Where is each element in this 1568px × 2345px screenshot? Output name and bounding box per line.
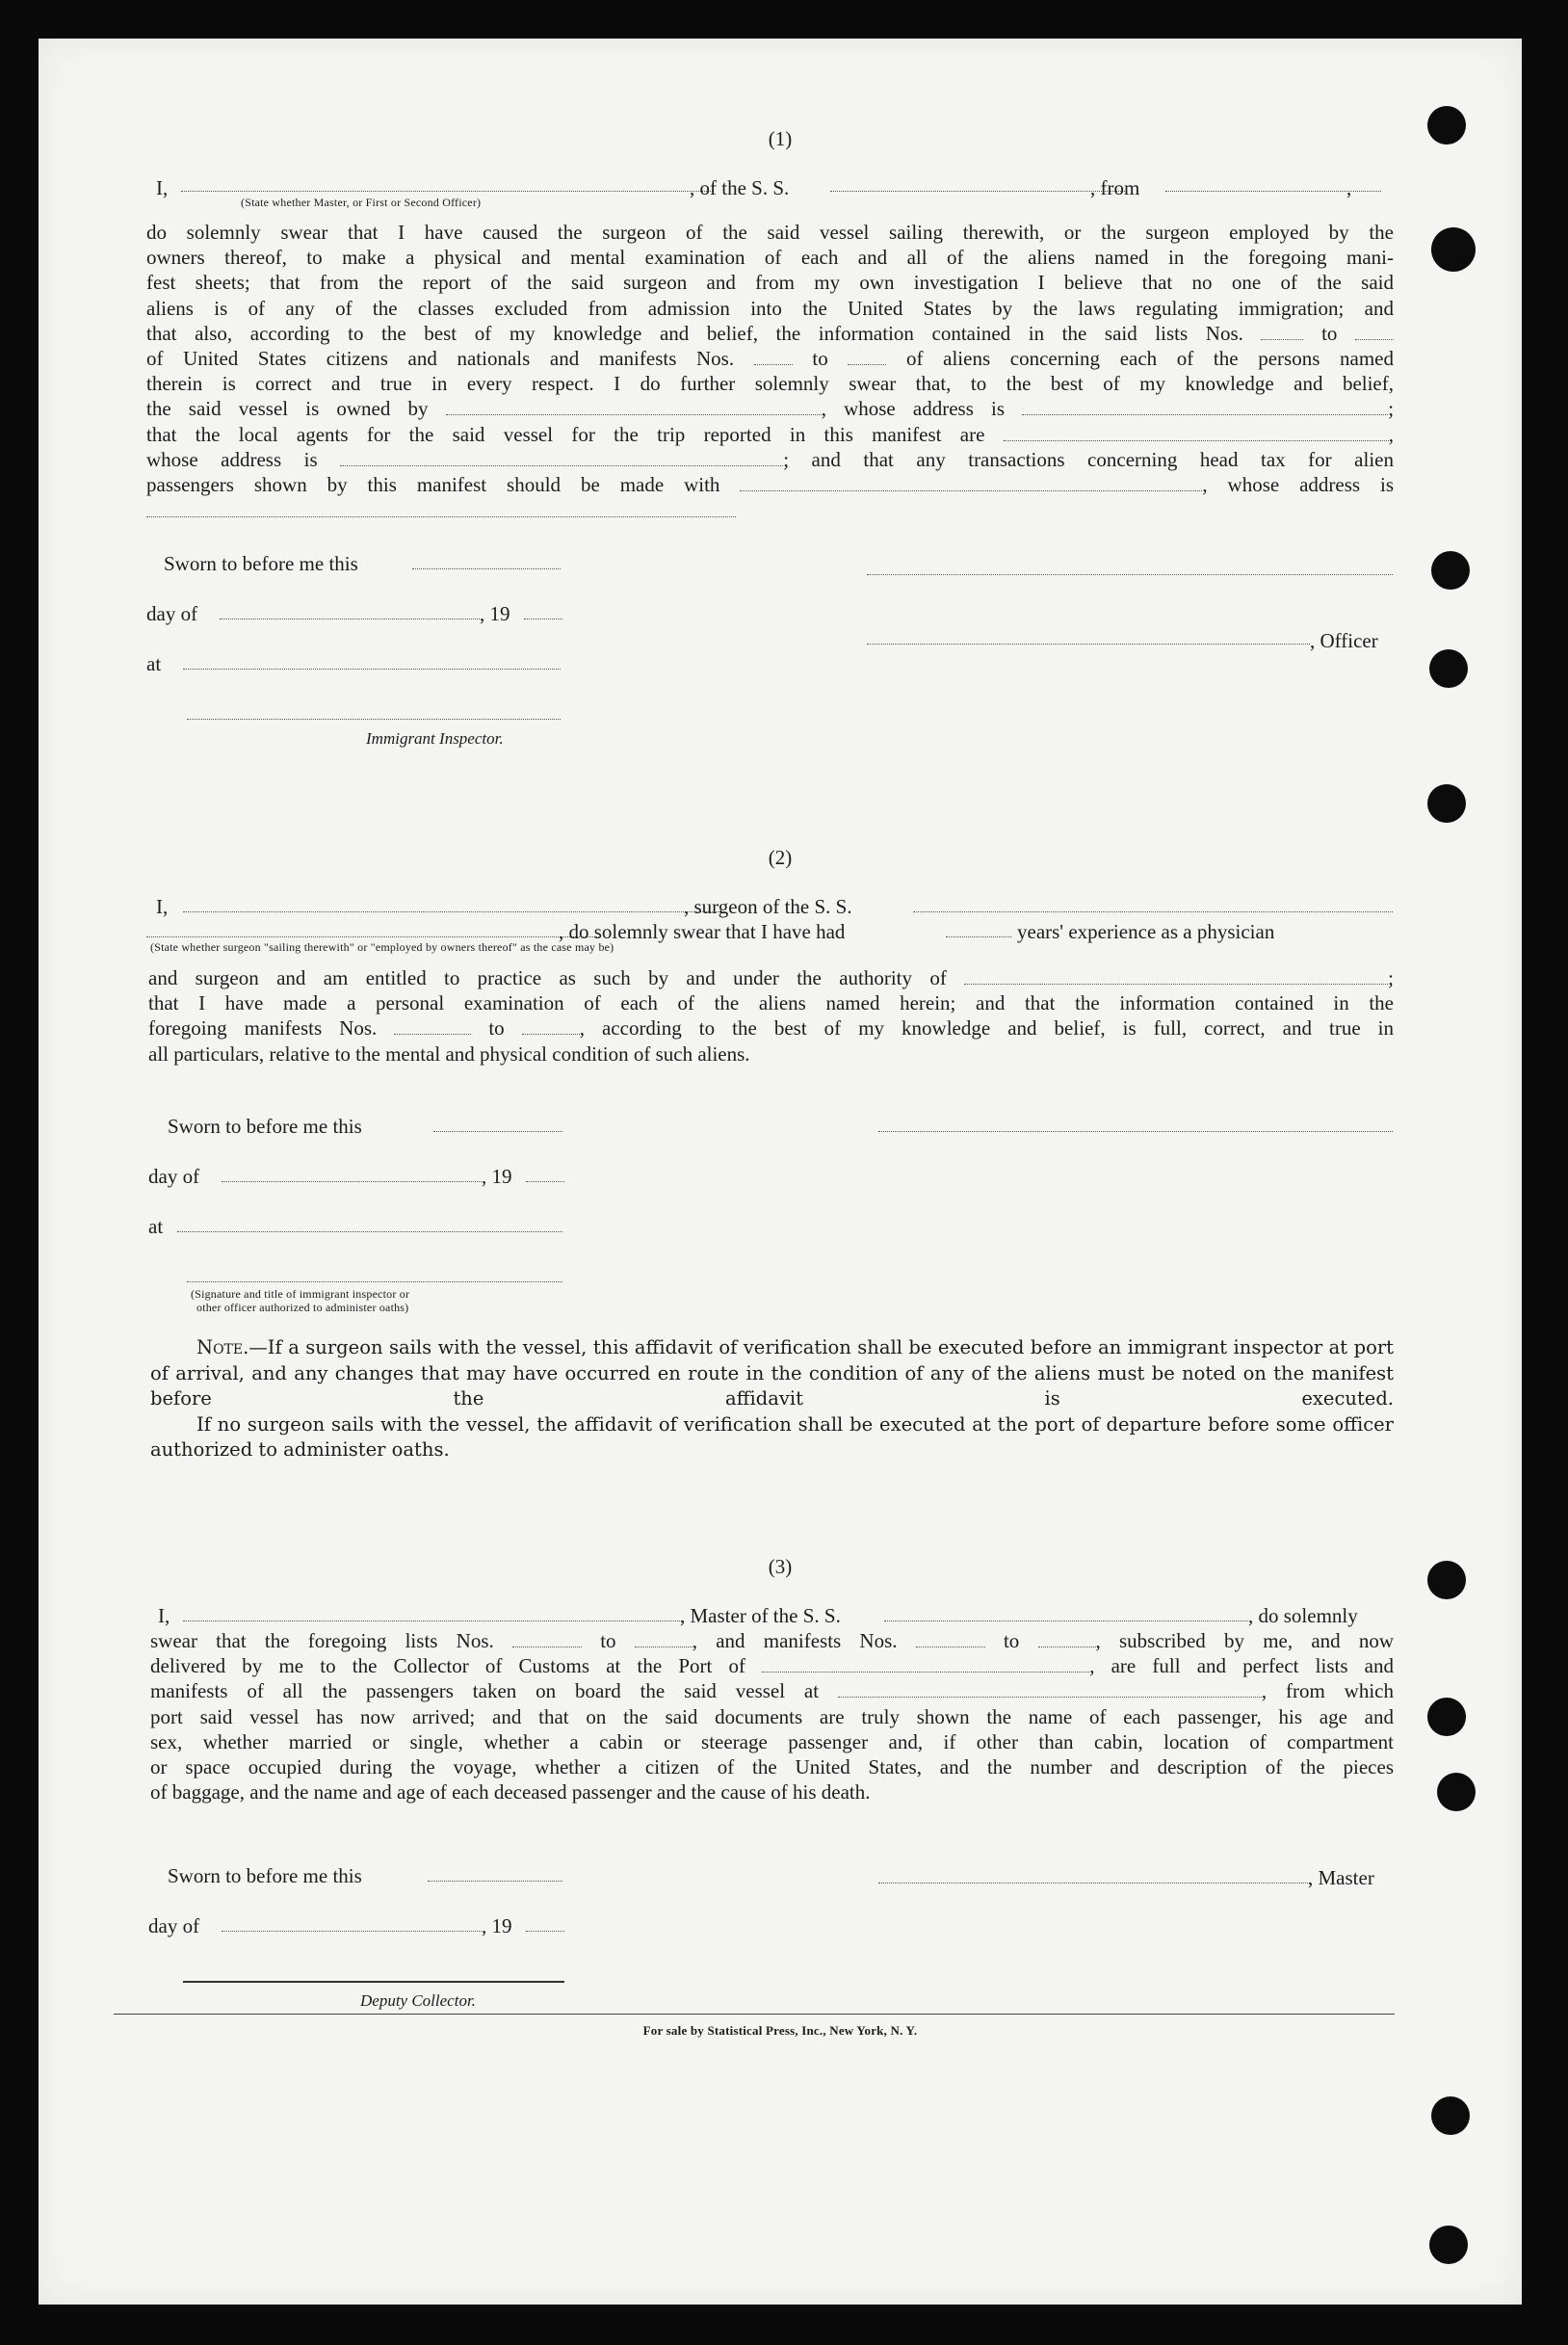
blank-officer-rank [181, 191, 713, 192]
blank-sworn-date-3 [428, 1881, 562, 1882]
signature-line [867, 574, 1393, 575]
section-1-from: , from [1090, 176, 1140, 199]
deputy-signature-line [183, 1981, 564, 1983]
section-3-day-of: day of [148, 1914, 200, 1937]
section-3-paragraph: swear that the foregoing lists Nos. to , and manifests Nos. to , subscribed by me, and now delivered by me to the Collector of Customs at the Port of , are full and perfect lists and manifests of all the passengers taken on board the said vessel at , from which port said vessel has now arrived; and that on the said documents are truly shown the name of each passenger, his age and sex, whether married or single, whether a cabin or steerage passenger and, if other than cabin, location of compartment or space occupied during the voyage, whether a citizen of the United States, and the number and description of the pieces of baggage, and the name and age of each deceased passenger and the cause of his death. [150, 1629, 1395, 1805]
section-1-paragraph: do solemnly swear that I have caused the surgeon of the said vessel sailing therewith, or the surgeon employed by the owners thereof, to make a physical and mental examination of each and all of the aliens named in the foregoing mani- fest sheets; that from the report of the said surgeon and from my own investigation I believe that no one of the said aliens is of any of the classes excluded from admission into the United States by the laws regulating immigration; and that also, according to the best of my knowledge and belief, the information contained in the said lists Nos. to of United States citizens and nationals and manifests Nos. to of aliens concerning each of the persons named therein is correct and true in every respect. I do further solemnly swear that, to the best of my knowledge and belief, the said vessel is owned by , whose address is ; that the local agents for the said vessel for the trip reported in this manifest are , whose address is ; and that any transactions concerning head tax for alien passengers shown by this manifest should be made with , whose address is [146, 221, 1395, 497]
blank-years [946, 936, 1011, 937]
deputy-collector-label: Deputy Collector. [360, 1991, 476, 2010]
signature-caption-2: other officer authorized to administer oaths) [196, 1301, 409, 1314]
blank-sworn-date-2 [433, 1131, 562, 1132]
blank-master-ship [884, 1620, 1248, 1621]
officer-signature-line [867, 644, 1310, 645]
signature-caption-1: (Signature and title of immigrant inspector or [191, 1287, 410, 1301]
section-1-sworn: Sworn to before me this [164, 552, 358, 575]
blank-ship-name [830, 191, 1127, 192]
section-1-19: , 19 [480, 602, 510, 625]
manifest-affidavit-page [39, 39, 1522, 2305]
blank-surgeon-ship [913, 911, 1393, 912]
blank-surgeon-type [146, 936, 599, 937]
section-1-at: at [146, 652, 162, 675]
blank-place [183, 669, 561, 670]
section-2-do-solemnly: , do solemnly swear that I have had [559, 920, 846, 943]
binder-hole [1427, 1698, 1466, 1736]
binder-hole [1429, 649, 1468, 688]
officer-label: , Officer [1310, 629, 1378, 652]
section-3-do-solemnly: , do solemnly [1248, 1604, 1358, 1627]
blank-day-month-2 [222, 1181, 482, 1182]
blank-day-month-3 [222, 1931, 482, 1932]
surgeon-signature-line [878, 1131, 1393, 1132]
section-2-number: (2) [768, 846, 793, 869]
section-3-i: I, [158, 1604, 170, 1627]
binder-hole [1431, 551, 1470, 590]
inspector-signature-line-2 [187, 1281, 562, 1282]
section-2-paragraph: and surgeon and am entitled to practice as such by and under the authority of ; that I have made a personal examination of each of the aliens named herein; and that the information contained in the foregoing manifests Nos. to , according to the best of my knowledge and belief, is full, correct, and true in all particulars, relative to the mental and physical condition of such aliens. [148, 966, 1395, 1066]
section-2-sworn: Sworn to before me this [168, 1115, 362, 1138]
section-3-sworn: Sworn to before me this [168, 1864, 362, 1887]
section-1-comma: , [1346, 176, 1352, 199]
section-2-day-of: day of [148, 1165, 200, 1188]
section-2-i: I, [156, 895, 169, 918]
master-label: , Master [1308, 1866, 1374, 1889]
note-label: Note. [196, 1336, 249, 1358]
binder-hole [1429, 2226, 1468, 2264]
section-3-number: (3) [768, 1555, 793, 1578]
blank-surgeon-name [183, 911, 722, 912]
blank-master-name [183, 1620, 684, 1621]
section-1-day-of: day of [146, 602, 198, 625]
section-3-19: , 19 [482, 1914, 512, 1937]
section-1-number: (1) [768, 127, 793, 150]
section-2-at: at [148, 1215, 164, 1238]
immigrant-inspector-label: Immigrant Inspector. [366, 729, 504, 748]
footer-rule [114, 2014, 1395, 2015]
blank-sworn-date [412, 568, 561, 569]
binder-hole [1431, 2096, 1470, 2135]
blank-head-tax-address [146, 516, 736, 517]
binder-hole [1437, 1773, 1476, 1811]
section-1-i: I, [156, 176, 169, 199]
section-2-years: years' experience as a physician [1017, 920, 1275, 943]
binder-hole [1431, 227, 1476, 272]
section-3-master-of: , Master of the S. S. [680, 1604, 841, 1627]
surgeon-type-caption: (State whether surgeon "sailing therewith" or "employed by owners thereof" as the case may be) [150, 940, 614, 954]
officer-rank-caption: (State whether Master, or First or Second Officer) [241, 196, 482, 209]
binder-hole [1427, 784, 1466, 823]
inspector-signature-line [187, 719, 561, 720]
blank-place-2 [177, 1231, 562, 1232]
blank-year-2 [526, 1181, 564, 1182]
section-2-surgeon-of: , surgeon of the S. S. [684, 895, 852, 918]
blank-year-3 [526, 1931, 564, 1932]
surgeon-note: Note.—If a surgeon sails with the vessel, this affidavit of verification shall be executed before an immigrant inspector at port of arrival, and any changes that may have occurred en route in the condition of any of the aliens must be noted on the manifest before the affidavit is executed. If no surgeon sails with the vessel, the affidavit of verification shall be executed at the port of departure before some officer authorized to administer oaths. [150, 1336, 1394, 1461]
section-1-of-ss: , of the S. S. [690, 176, 790, 199]
master-signature-line [878, 1883, 1310, 1884]
publisher-imprint: For sale by Statistical Press, Inc., New York, N. Y. [642, 2023, 918, 2038]
section-2-19: , 19 [482, 1165, 512, 1188]
